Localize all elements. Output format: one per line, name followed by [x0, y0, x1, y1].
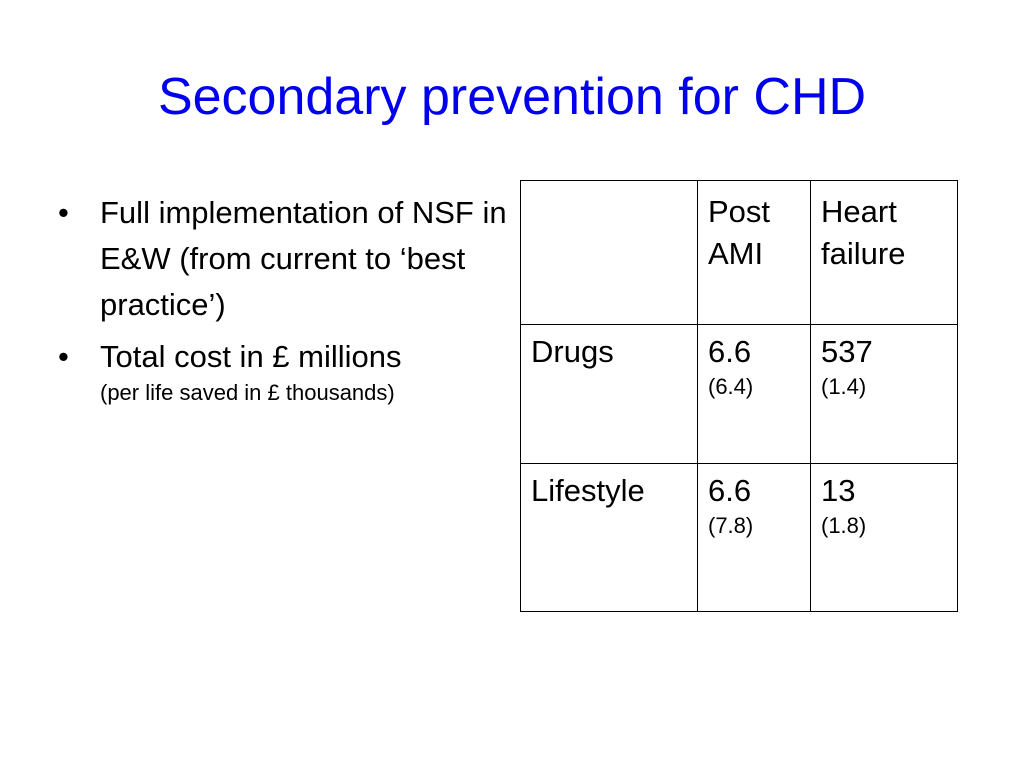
table-cell: [811, 325, 958, 464]
table-header-post-ami: Post AMI: [698, 181, 811, 325]
table-row: [521, 325, 958, 464]
cost-table: [520, 180, 958, 612]
table-cell: [698, 464, 811, 612]
row-label-lifestyle: Lifestyle: [521, 464, 698, 612]
cell-subvalue: (6.4): [708, 374, 754, 399]
table-cell: [811, 464, 958, 612]
cell-subvalue: (1.8): [821, 513, 867, 538]
bullet-list: [58, 190, 508, 412]
bullet-text: Total cost in £ millions: [100, 339, 402, 374]
bullet-dot-icon: •: [58, 339, 69, 374]
bullet-dot-icon: •: [58, 195, 69, 230]
row-label-drugs: Drugs: [521, 325, 698, 464]
cell-value: 6.6: [708, 473, 752, 508]
cell-value: 537: [821, 334, 873, 369]
cell-value: 6.6: [708, 334, 752, 369]
table-cell: [698, 325, 811, 464]
table-header-heart-failure: Heart failure: [811, 181, 958, 325]
slide-title: Secondary prevention for CHD: [157, 68, 867, 126]
bullet-item: [58, 334, 508, 406]
bullet-text: Full implementation of NSF in E&W (from current to ‘best practice’): [100, 195, 507, 322]
cell-subvalue: (7.8): [708, 513, 754, 538]
cell-value: 13: [821, 473, 856, 508]
bullet-subtext: (per life saved in £ thousands): [100, 380, 395, 405]
table-row: [521, 464, 958, 612]
table-header-corner: [521, 181, 698, 325]
cell-subvalue: (1.4): [821, 374, 867, 399]
bullet-item: [58, 190, 508, 328]
table-header-row: [521, 181, 958, 325]
